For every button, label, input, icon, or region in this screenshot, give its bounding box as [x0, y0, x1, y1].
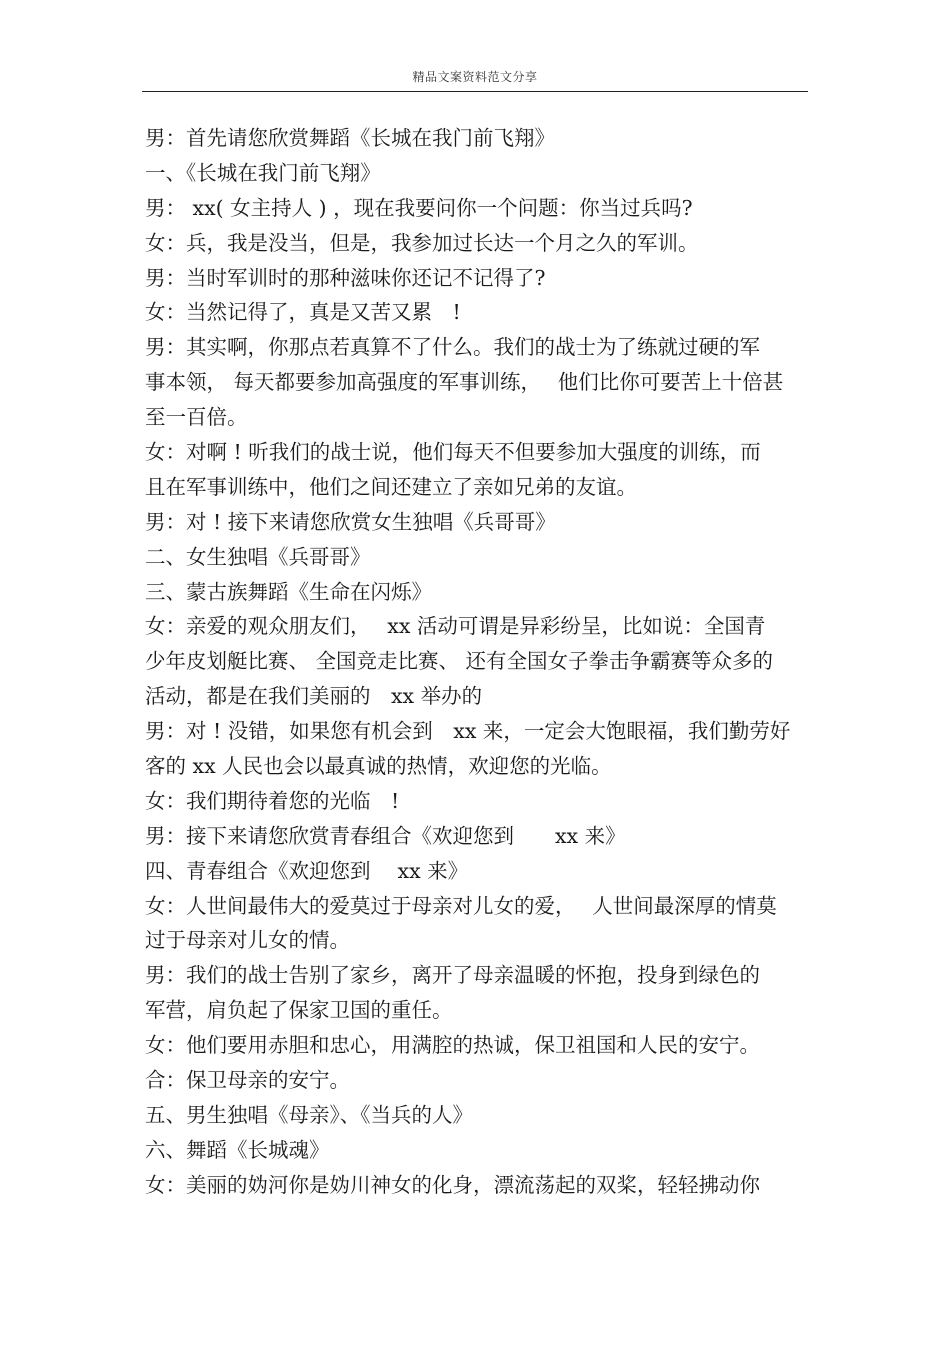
text-line: 过于母亲对儿女的情。: [145, 928, 350, 953]
text-line: 女：人世间最伟大的爱莫过于母亲对儿女的爱， 人世间最深厚的情莫: [145, 893, 777, 918]
text-line: 军营，肩负起了保家卫国的重任。: [145, 998, 453, 1023]
text-line: 少年皮划艇比赛、 全国竞走比赛、 还有全国女子拳击争霸赛等众多的: [145, 649, 774, 674]
text-line: 女：亲爱的观众朋友们， xx 活动可谓是异彩纷呈，比如说：全国青: [145, 614, 766, 639]
text-line: 女：对啊 ! 听我们的战士说，他们每天不但要参加大强度的训练，而: [145, 440, 761, 465]
text-line: 三、蒙古族舞蹈《生命在闪烁》: [145, 579, 432, 604]
text-line: 男：我们的战士告别了家乡，离开了母亲温暖的怀抱，投身到绿色的: [145, 963, 760, 988]
text-line: 男：对 ! 没错，如果您有机会到 xx 来，一定会大饱眼福，我们勤劳好: [145, 719, 791, 744]
text-line: 男：接下来请您欣赏青春组合《欢迎您到 xx 来》: [145, 823, 626, 848]
text-line: 五、男生独唱《母亲》、《当兵的人》: [145, 1102, 473, 1127]
text-line: 女：当然记得了，真是又苦又累 !: [145, 300, 461, 325]
text-line: 一、《长城在我门前飞翔》: [145, 160, 381, 185]
page-header: [142, 62, 808, 92]
text-line: 男：当时军训时的那种滋味你还记不记得了?: [145, 265, 546, 290]
text-line: 男： xx( 女主持人 ) ，现在我要问你一个问题：你当过兵吗?: [145, 195, 693, 220]
text-line: 女：他们要用赤胆和忠心，用满腔的热诚，保卫祖国和人民的安宁。: [145, 1033, 760, 1058]
text-line: 六、舞蹈《长城魂》: [145, 1137, 330, 1162]
text-line: 合：保卫母亲的安宁。: [145, 1068, 350, 1093]
text-line: 四、青春组合《欢迎您到 xx 来》: [145, 858, 469, 883]
header-title: 精品文案资料范文分享: [412, 70, 538, 84]
document-body: [145, 121, 805, 1203]
text-line: 事本领， 每天都要参加高强度的军事训练， 他们比你可要苦上十倍甚: [145, 370, 784, 395]
text-line: 女：我们期待着您的光临 !: [145, 788, 400, 813]
text-line: 女：美丽的妫河你是妫川神女的化身，漂流荡起的双桨，轻轻拂动你: [145, 1172, 760, 1197]
text-line: 至一百倍。: [145, 405, 248, 430]
text-line: 且在军事训练中，他们之间还建立了亲如兄弟的友谊。: [145, 474, 637, 499]
text-line: 客的 xx 人民也会以最真诚的热情，欢迎您的光临。: [145, 754, 612, 779]
text-line: 男：其实啊，你那点若真算不了什么。我们的战士为了练就过硬的军: [145, 335, 760, 360]
text-line: 二、女生独唱《兵哥哥》: [145, 544, 371, 569]
text-line: 女：兵，我是没当，但是，我参加过长达一个月之久的军训。: [145, 230, 699, 255]
text-line: 男：对 ! 接下来请您欣赏女生独唱《兵哥哥》: [145, 509, 556, 534]
text-line: 活动，都是在我们美丽的 xx 举办的: [145, 684, 483, 709]
text-line: 男：首先请您欣赏舞蹈《长城在我门前飞翔》: [145, 126, 555, 150]
